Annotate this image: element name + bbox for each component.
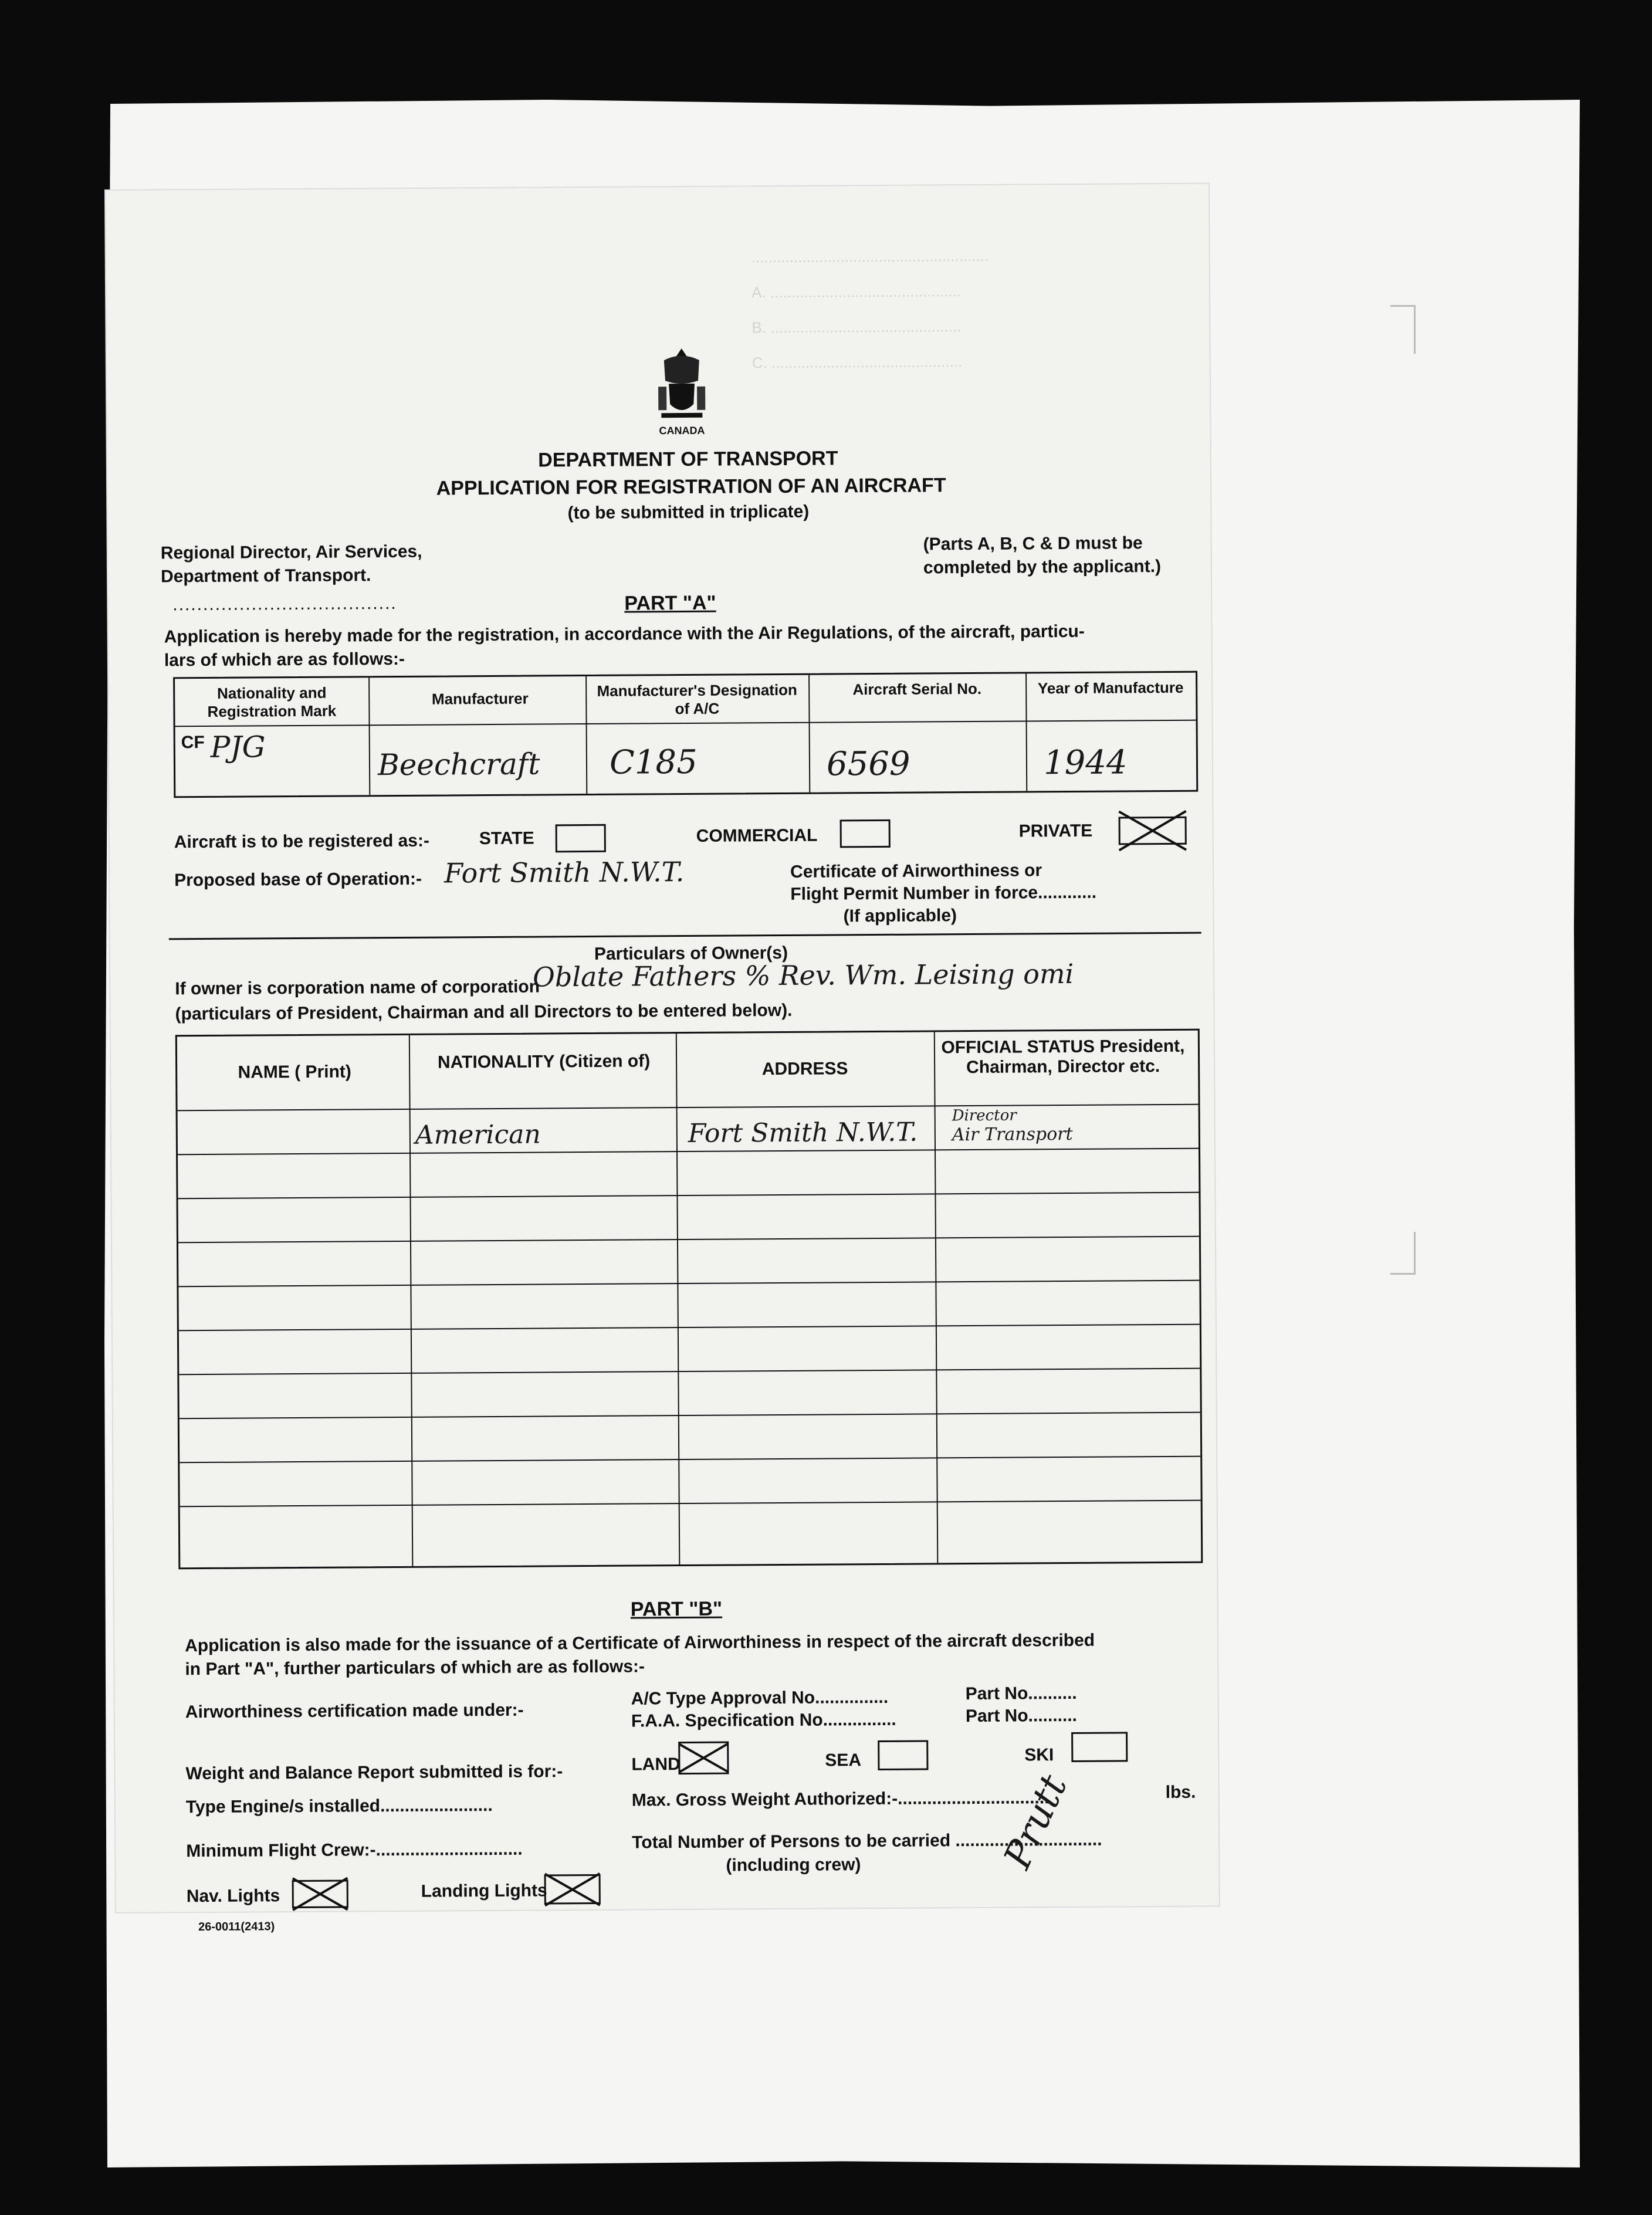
landing-lights-label: Landing Lights (421, 1881, 547, 1901)
separator-rule (169, 932, 1201, 940)
part-a-intro-1: Application is hereby made for the registration, in accordance with the Air Regulations, of the aircraft, particu- (164, 621, 1085, 647)
land-label: LAND (631, 1755, 681, 1774)
faa-specification: F.A.A. Specification No............... (631, 1709, 896, 1731)
commercial-checkbox[interactable] (840, 819, 891, 848)
col-official-status: OFFICIAL STATUS President, Chairman, Director etc. (941, 1036, 1185, 1078)
registration-prefix: CF (181, 732, 205, 753)
aircraft-particulars-table (173, 671, 1198, 798)
part-b-intro-2: in Part "A", further particulars of which are as follows:- (185, 1657, 645, 1679)
col-name: NAME ( Print) (238, 1062, 351, 1082)
serial-value: 6569 (826, 744, 910, 784)
land-checkbox-checked[interactable] (678, 1742, 729, 1775)
addressee-line1: Regional Director, Air Services, (160, 541, 422, 563)
owner-status-1: Director (952, 1106, 1017, 1125)
completion-note-line1: (Parts A, B, C & D must be (923, 533, 1143, 554)
owner-nationality: American (415, 1119, 541, 1150)
sea-label: SEA (825, 1750, 862, 1770)
form-number: 26-0011(2413) (198, 1920, 275, 1934)
nav-lights-label: Nav. Lights (186, 1886, 280, 1906)
corporation-label: If owner is corporation name of corporation (175, 977, 540, 999)
lbs-unit: lbs. (1165, 1782, 1196, 1803)
private-label: PRIVATE (1018, 821, 1093, 841)
including-crew: (including crew) (726, 1855, 861, 1875)
landing-lights-checkbox-checked[interactable] (544, 1874, 601, 1905)
certificate-line3: (If applicable) (843, 906, 957, 926)
col-address: ADDRESS (761, 1059, 848, 1079)
manufacturer-value: Beechcraft (377, 747, 540, 783)
part-no-1: Part No.......... (965, 1683, 1077, 1704)
owner-address: Fort Smith N.W.T. (688, 1117, 918, 1149)
nav-lights-checkbox-checked[interactable] (292, 1880, 348, 1909)
type-approval: A/C Type Approval No............... (631, 1687, 889, 1709)
addressee-line2: Department of Transport. (160, 565, 371, 587)
certificate-line2: Flight Permit Number in force............ (790, 882, 1097, 904)
owner-particulars-heading: Particulars of Owner(s) (594, 943, 788, 964)
base-operation-label: Proposed base of Operation:- (174, 869, 422, 890)
year-value: 1944 (1043, 743, 1128, 783)
state-label: STATE (479, 828, 534, 849)
part-b-intro-1: Application is also made for the issuance of a Certificate of Airworthiness in respect of the aircraft described (185, 1630, 1095, 1656)
registered-as-label: Aircraft is to be registered as:- (174, 831, 430, 852)
part-b-title: PART "B" (630, 1597, 723, 1621)
registration-mark: PJG (210, 730, 266, 764)
part-a-title: PART "A" (624, 591, 716, 615)
corporation-value: Oblate Fathers % Rev. Wm. Leising omi (533, 957, 1074, 993)
frame-bracket-right (1390, 305, 1416, 354)
col-manufacturer: Manufacturer (431, 689, 529, 708)
private-checkbox-checked[interactable] (1119, 817, 1187, 845)
department-title: DEPARTMENT OF TRANSPORT (538, 447, 838, 472)
col-nationality-owner: NATIONALITY (Citizen of) (437, 1051, 651, 1072)
col-nationality: Nationality and Registration Mark (207, 683, 337, 720)
form-subtitle: (to be submitted in triplicate) (567, 502, 810, 523)
frame-bracket-right-bottom (1390, 1232, 1416, 1275)
col-serial: Aircraft Serial No. (852, 679, 982, 699)
commercial-label: COMMERCIAL (696, 825, 818, 846)
crest-caption: CANADA (659, 424, 705, 437)
total-persons: Total Number of Persons to be carried .............................. (632, 1830, 1102, 1852)
base-operation-value: Fort Smith N.W.T. (444, 855, 685, 889)
owner-table (175, 1029, 1203, 1570)
flight-crew-label: Minimum Flight Crew:-.............................. (186, 1839, 523, 1861)
owner-status-2: Air Transport (952, 1123, 1073, 1146)
completion-note-line2: completed by the applicant.) (923, 557, 1162, 578)
dotted-line: ..................................... (172, 593, 397, 615)
designation-value: C185 (609, 743, 698, 782)
col-year: Year of Manufacture (1037, 678, 1184, 697)
bleed-through-text: ........................................................ A. ............................................. B. ............................................. C. ............................................. (751, 246, 989, 372)
sea-checkbox[interactable] (878, 1740, 928, 1770)
registration-form (106, 184, 1219, 1934)
state-checkbox[interactable] (556, 824, 606, 853)
col-designation: Manufacturer's Designation of A/C (597, 680, 797, 718)
part-a-intro-2: lars of which are as follows:- (164, 649, 405, 670)
form-title: APPLICATION FOR REGISTRATION OF AN AIRCRAFT (436, 474, 946, 500)
certificate-line1: Certificate of Airworthiness or (790, 861, 1042, 882)
engine-label: Type Engine/s installed....................... (185, 1796, 493, 1817)
corporation-note: (particulars of President, Chairman and all Directors to be entered below). (175, 1000, 793, 1024)
ski-checkbox[interactable] (1071, 1732, 1128, 1762)
part-no-2: Part No.......... (965, 1705, 1078, 1726)
ski-label: SKI (1024, 1745, 1054, 1765)
airworthiness-under-label: Airworthiness certification made under:- (185, 1700, 524, 1722)
margin-handwriting: Prutt (996, 1768, 1076, 1875)
weight-balance-label: Weight and Balance Report submitted is for:- (185, 1762, 563, 1784)
canada-crest-icon (646, 346, 717, 428)
max-gross-weight: Max. Gross Weight Authorized:-............................... (631, 1788, 1050, 1810)
